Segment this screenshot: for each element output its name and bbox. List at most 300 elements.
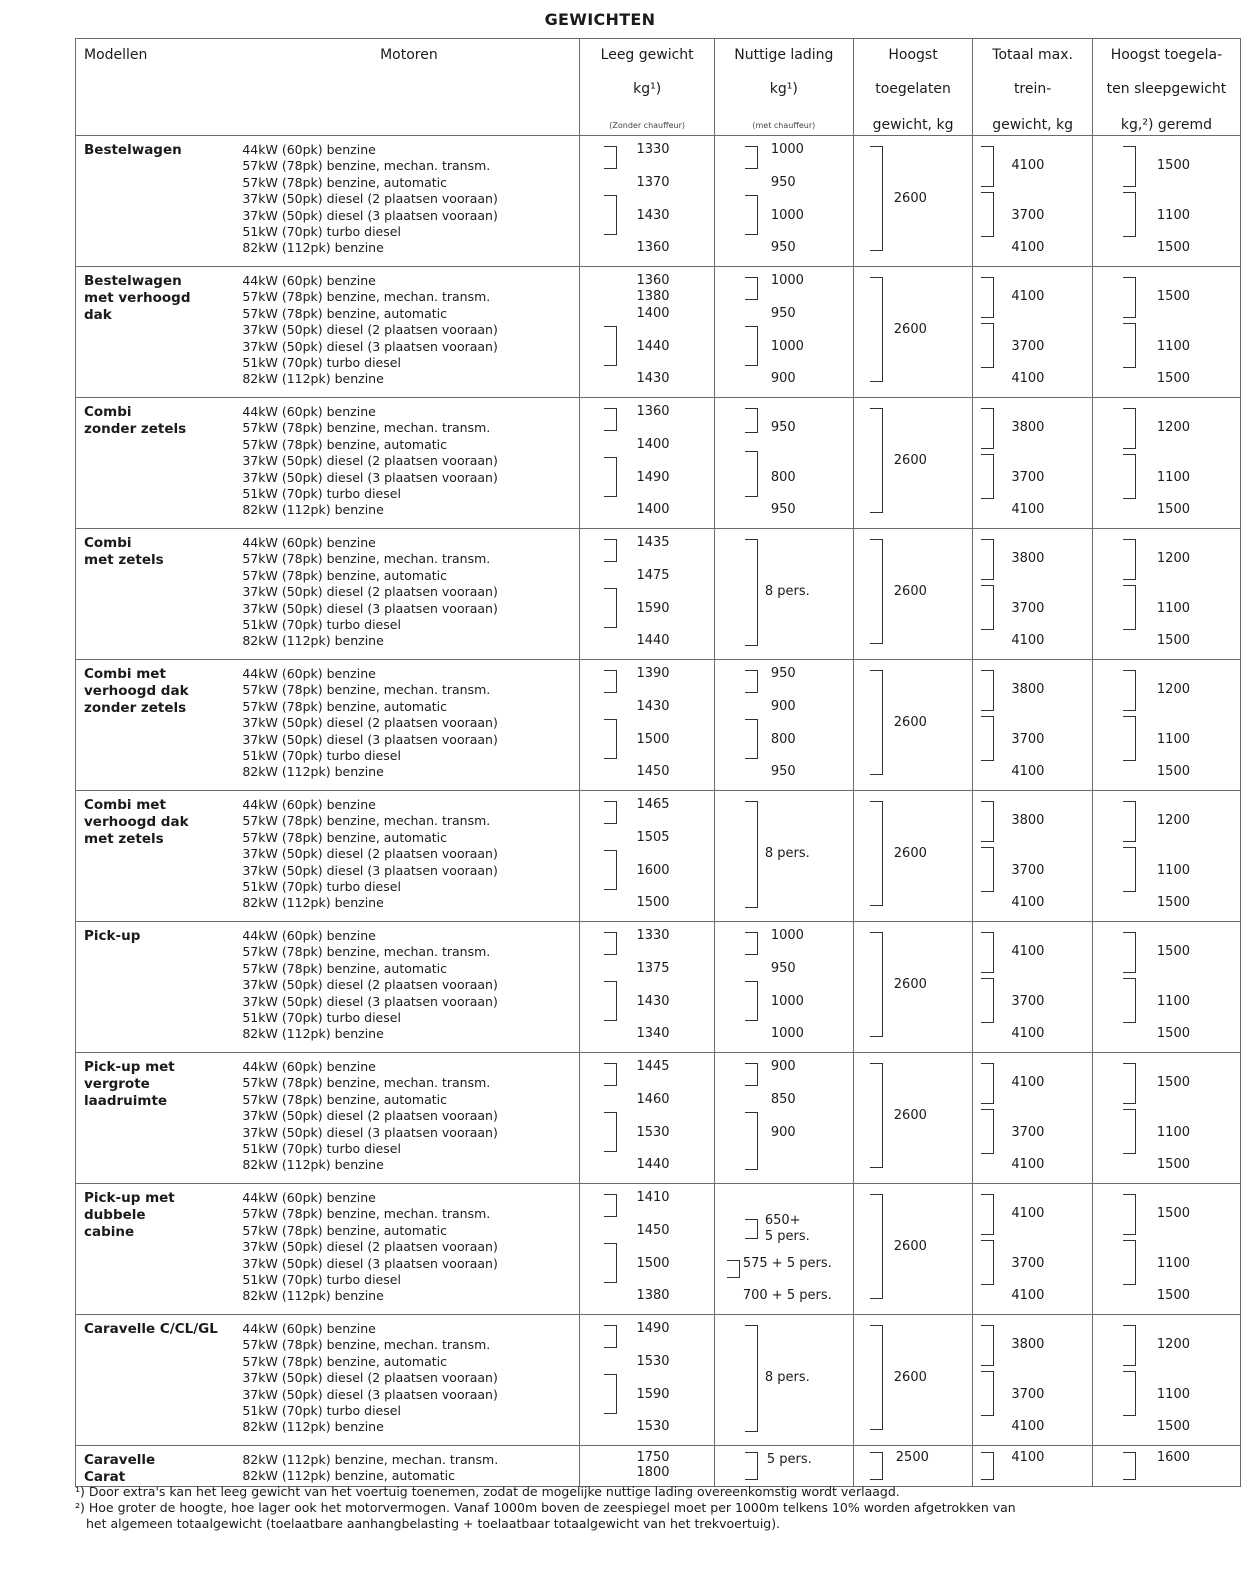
trein-value: 4100 (1011, 1157, 1045, 1173)
motor-list (238, 529, 580, 660)
treingewicht-cell (973, 1053, 1093, 1184)
leeg-value: 1370 (636, 174, 670, 190)
bracket (1123, 1325, 1136, 1366)
bracket (604, 326, 617, 366)
bracket (981, 1109, 994, 1154)
bracket (745, 670, 758, 693)
motor-line: 57kW (78pk) benzine, mechan. transm. (242, 944, 491, 960)
motor-line: 37kW (50pk) diesel (2 plaatsen vooraan) (242, 191, 498, 207)
hoogst-value: 2600 (893, 977, 927, 993)
motor-line: 37kW (50pk) diesel (2 plaatsen vooraan) (242, 1370, 498, 1386)
bracket (604, 670, 617, 693)
bracket (745, 1452, 758, 1480)
motor-line: 82kW (112pk) benzine (242, 502, 384, 518)
nuttig-value: 800 (770, 469, 796, 485)
trein-value: 3700 (1011, 862, 1045, 878)
motor-line: 57kW (78pk) benzine, mechan. transm. (242, 551, 491, 567)
leeg-gewicht-cell (580, 267, 714, 398)
leeg-gewicht-cell (580, 398, 714, 529)
leeg-gewicht-cell (580, 136, 714, 267)
table-row (76, 398, 1241, 529)
footnote-2-continued: het algemeen totaalgewicht (toelaatbare aanhangbelasting + toelaatbaar totaalgewicht van het trekvoertuig). (86, 1516, 781, 1531)
trein-value: 4100 (1011, 240, 1045, 256)
leeg-value: 1430 (636, 371, 670, 387)
leeg-value: 1340 (636, 1026, 670, 1042)
bracket (870, 408, 883, 513)
leeg-gewicht-cell (580, 1184, 714, 1315)
header-hoogst-toegelaten: Hoogst toegelaten gewicht, kg (853, 39, 973, 136)
motor-line: 57kW (78pk) benzine, mechan. transm. (242, 289, 491, 305)
leeg-value: 1400 (636, 502, 670, 518)
motor-line: 37kW (50pk) diesel (3 plaatsen vooraan) (242, 338, 498, 354)
motor-line: 37kW (50pk) diesel (3 plaatsen vooraan) (242, 1255, 498, 1271)
leeg-value: 1380 (636, 289, 670, 305)
sleepgewicht-cell (1092, 791, 1240, 922)
bracket (981, 1371, 994, 1416)
motor-line: 82kW (112pk) benzine (242, 895, 384, 911)
hoogst-toegelaten-cell (853, 267, 973, 398)
leeg-value: 1390 (636, 666, 670, 681)
trein-value: 3700 (1011, 338, 1045, 354)
table-row (76, 1315, 1241, 1446)
bracket (604, 588, 617, 628)
table-row (76, 529, 1241, 660)
treingewicht-cell (973, 1446, 1093, 1487)
header-sleepgewicht: Hoogst toegela- ten sleepgewicht kg,²) geremd (1092, 39, 1240, 136)
nuttig-value: 8 pers. (764, 846, 810, 862)
trein-value: 3700 (1011, 1124, 1045, 1140)
bracket (981, 1063, 994, 1104)
bracket (745, 801, 758, 908)
hoogst-value: 2600 (893, 1239, 927, 1255)
motor-line: 82kW (112pk) benzine, automatic (242, 1468, 455, 1484)
motor-line: 82kW (112pk) benzine (242, 1026, 384, 1042)
leeg-value: 1505 (636, 829, 670, 845)
bracket (604, 932, 617, 955)
motor-line: 37kW (50pk) diesel (3 plaatsen vooraan) (242, 600, 498, 616)
leeg-value: 1435 (636, 535, 670, 550)
model-name: Combi met verhoogd dak met zetels (76, 791, 239, 922)
bracket (981, 1452, 994, 1480)
bracket (981, 1194, 994, 1235)
trein-value: 4100 (1011, 895, 1045, 911)
bracket (870, 539, 883, 644)
motor-line: 57kW (78pk) benzine, automatic (242, 1353, 447, 1369)
footnotes (75, 1484, 1235, 1532)
sleep-value: 1100 (1156, 993, 1190, 1009)
motor-line: 82kW (112pk) benzine (242, 1288, 384, 1304)
motor-list (238, 922, 580, 1053)
motor-line: 51kW (70pk) turbo diesel (242, 223, 401, 239)
nuttig-value: 650+ (764, 1212, 801, 1228)
sleep-value: 1100 (1156, 862, 1190, 878)
bracket (1123, 1109, 1136, 1154)
motor-line: 51kW (70pk) turbo diesel (242, 1140, 401, 1156)
bracket (981, 1325, 994, 1366)
bracket (604, 1243, 617, 1283)
bracket (981, 716, 994, 761)
leeg-value: 1375 (636, 960, 670, 976)
nuttige-lading-cell (714, 922, 853, 1053)
bracket (981, 801, 994, 842)
nuttige-lading-cell (714, 660, 853, 791)
trein-value: 3700 (1011, 731, 1045, 747)
bracket (745, 539, 758, 646)
nuttig-value: 950 (770, 666, 796, 681)
leeg-value: 1330 (636, 142, 670, 157)
nuttige-lading-cell (714, 1446, 853, 1487)
nuttig-value: 950 (770, 960, 796, 976)
leeg-value: 1430 (636, 993, 670, 1009)
header-row (76, 39, 1241, 136)
sleep-value: 1500 (1156, 1157, 1190, 1173)
trein-value: 4100 (1011, 944, 1045, 960)
bracket (1123, 1194, 1136, 1235)
trein-value: 3800 (1011, 551, 1045, 567)
sleep-value: 1100 (1156, 1255, 1190, 1271)
bracket (1123, 192, 1136, 237)
bracket (1123, 585, 1136, 630)
nuttig-value: 900 (770, 371, 796, 387)
sleep-value: 1500 (1156, 502, 1190, 518)
motor-line: 44kW (60pk) benzine (242, 666, 376, 681)
motor-line: 57kW (78pk) benzine, automatic (242, 960, 447, 976)
bracket (604, 850, 617, 890)
trein-value: 3800 (1011, 682, 1045, 698)
trein-value: 4100 (1011, 633, 1045, 649)
sleep-value: 1100 (1156, 338, 1190, 354)
nuttig-value: 5 pers. (764, 1229, 810, 1245)
sleep-value: 1500 (1156, 1419, 1190, 1435)
hoogst-toegelaten-cell (853, 136, 973, 267)
motor-line: 82kW (112pk) benzine (242, 1157, 384, 1173)
leeg-value: 1410 (636, 1190, 670, 1205)
motor-line: 51kW (70pk) turbo diesel (242, 878, 401, 894)
bracket (870, 670, 883, 775)
bracket (745, 719, 758, 759)
page-title: GEWICHTEN (544, 10, 656, 29)
sleep-value: 1500 (1156, 158, 1190, 174)
leeg-value: 1490 (636, 1321, 670, 1336)
bracket (981, 277, 994, 318)
bracket (981, 146, 994, 187)
nuttig-value: 950 (770, 174, 796, 190)
motor-line: 37kW (50pk) diesel (3 plaatsen vooraan) (242, 1124, 498, 1140)
motor-line: 57kW (78pk) benzine, mechan. transm. (242, 1206, 491, 1222)
hoogst-toegelaten-cell (853, 922, 973, 1053)
nuttig-value: 900 (770, 698, 796, 714)
table-row (76, 267, 1241, 398)
bracket (1123, 323, 1136, 368)
bracket (1123, 1452, 1136, 1480)
bracket (745, 981, 758, 1021)
bracket (870, 146, 883, 251)
nuttig-value: 1000 (770, 1026, 804, 1042)
trein-value: 4100 (1011, 1419, 1045, 1435)
trein-value: 4100 (1011, 764, 1045, 780)
leeg-gewicht-cell (580, 529, 714, 660)
bracket (604, 1325, 617, 1348)
bracket (745, 932, 758, 955)
hoogst-toegelaten-cell (853, 1446, 973, 1487)
motor-line: 44kW (60pk) benzine (242, 142, 376, 157)
treingewicht-cell (973, 529, 1093, 660)
bracket (1123, 277, 1136, 318)
leeg-value: 1500 (636, 1255, 670, 1271)
sleep-value: 1600 (1156, 1450, 1190, 1465)
sleep-value: 1500 (1156, 240, 1190, 256)
motor-list (238, 1184, 580, 1315)
sleep-value: 1500 (1156, 1206, 1190, 1222)
motor-line: 51kW (70pk) turbo diesel (242, 616, 401, 632)
motor-line: 57kW (78pk) benzine, automatic (242, 305, 447, 321)
model-name: Combi zonder zetels (76, 398, 239, 529)
bracket (870, 801, 883, 906)
nuttig-value: 1000 (770, 273, 804, 288)
leeg-value: 1440 (636, 1157, 670, 1173)
sleep-value: 1500 (1156, 895, 1190, 911)
leeg-value: 1440 (636, 338, 670, 354)
leeg-gewicht-cell (580, 660, 714, 791)
motor-line: 37kW (50pk) diesel (3 plaatsen vooraan) (242, 731, 498, 747)
sleep-value: 1100 (1156, 1124, 1190, 1140)
nuttig-value: 850 (770, 1091, 796, 1107)
table-row (76, 136, 1241, 267)
motor-line: 44kW (60pk) benzine (242, 404, 376, 419)
motor-line: 51kW (70pk) turbo diesel (242, 354, 401, 370)
leeg-value: 1590 (636, 1386, 670, 1402)
nuttige-lading-cell (714, 1184, 853, 1315)
bracket (1123, 146, 1136, 187)
sleepgewicht-cell (1092, 1053, 1240, 1184)
hoogst-value: 2500 (895, 1450, 929, 1465)
bracket (745, 277, 758, 300)
model-name: Pick-up met vergrote laadruimte (76, 1053, 239, 1184)
leeg-gewicht-cell (580, 791, 714, 922)
sleepgewicht-cell (1092, 398, 1240, 529)
leeg-value: 1490 (636, 469, 670, 485)
nuttig-value: 575 + 5 pers. (742, 1255, 832, 1271)
motor-line: 82kW (112pk) benzine, mechan. transm. (242, 1452, 499, 1467)
bracket (981, 932, 994, 973)
table-row (76, 1184, 1241, 1315)
bracket (870, 1194, 883, 1299)
sleepgewicht-cell (1092, 267, 1240, 398)
bracket (1123, 408, 1136, 449)
bracket (1123, 801, 1136, 842)
sleep-value: 1200 (1156, 682, 1190, 698)
motor-list (238, 660, 580, 791)
bracket (981, 408, 994, 449)
bracket (1123, 454, 1136, 499)
bracket (981, 585, 994, 630)
motor-line: 37kW (50pk) diesel (2 plaatsen vooraan) (242, 1239, 498, 1255)
nuttig-value: 950 (770, 240, 796, 256)
leeg-value: 1360 (636, 404, 670, 419)
sleepgewicht-cell (1092, 922, 1240, 1053)
leeg-value: 1450 (636, 764, 670, 780)
bracket (745, 451, 758, 497)
motor-line: 57kW (78pk) benzine, automatic (242, 436, 447, 452)
sleepgewicht-cell (1092, 1184, 1240, 1315)
trein-value: 3700 (1011, 1386, 1045, 1402)
bracket (604, 146, 617, 169)
motor-line: 37kW (50pk) diesel (2 plaatsen vooraan) (242, 977, 498, 993)
bracket (745, 195, 758, 235)
trein-value: 3700 (1011, 207, 1045, 223)
sleep-value: 1500 (1156, 371, 1190, 387)
leeg-value: 1800 (636, 1465, 670, 1480)
bracket (1123, 539, 1136, 580)
leeg-value: 1440 (636, 633, 670, 649)
bracket (1123, 1240, 1136, 1285)
sleep-value: 1500 (1156, 633, 1190, 649)
leeg-value: 1360 (636, 273, 670, 288)
hoogst-toegelaten-cell (853, 660, 973, 791)
trein-value: 4100 (1011, 1075, 1045, 1091)
leeg-value: 1430 (636, 698, 670, 714)
bracket (604, 408, 617, 431)
motor-line: 82kW (112pk) benzine (242, 240, 384, 256)
nuttige-lading-cell (714, 267, 853, 398)
motor-line: 57kW (78pk) benzine, automatic (242, 829, 447, 845)
treingewicht-cell (973, 136, 1093, 267)
bracket (604, 457, 617, 497)
bracket (981, 978, 994, 1023)
treingewicht-cell (973, 1184, 1093, 1315)
leeg-value: 1590 (636, 600, 670, 616)
model-name: Pick-up met dubbele cabine (76, 1184, 239, 1315)
trein-value: 3800 (1011, 420, 1045, 436)
model-name: Combi met verhoogd dak zonder zetels (76, 660, 239, 791)
sleep-value: 1100 (1156, 1386, 1190, 1402)
bracket (604, 1194, 617, 1217)
motor-line: 57kW (78pk) benzine, mechan. transm. (242, 1337, 491, 1353)
sleep-value: 1100 (1156, 207, 1190, 223)
sleep-value: 1100 (1156, 469, 1190, 485)
nuttig-value: 950 (770, 420, 796, 436)
nuttig-value: 5 pers. (766, 1452, 812, 1467)
leeg-value: 1360 (636, 240, 670, 256)
trein-value: 3700 (1011, 469, 1045, 485)
sleep-value: 1500 (1156, 764, 1190, 780)
trein-value: 3800 (1011, 813, 1045, 829)
bracket (981, 192, 994, 237)
motor-line: 57kW (78pk) benzine, mechan. transm. (242, 682, 491, 698)
trein-value: 3700 (1011, 600, 1045, 616)
motor-line: 57kW (78pk) benzine, automatic (242, 1222, 447, 1238)
sleep-value: 1100 (1156, 600, 1190, 616)
bracket (1123, 1371, 1136, 1416)
nuttig-value: 900 (770, 1124, 796, 1140)
model-name: Pick-up (76, 922, 239, 1053)
leeg-gewicht-cell (580, 1315, 714, 1446)
leeg-value: 1530 (636, 1124, 670, 1140)
model-name: Caravelle Carat (76, 1446, 239, 1487)
motor-list (238, 398, 580, 529)
bracket (870, 1063, 883, 1168)
leeg-value: 1460 (636, 1091, 670, 1107)
motor-line: 37kW (50pk) diesel (3 plaatsen vooraan) (242, 207, 498, 223)
motor-line: 37kW (50pk) diesel (2 plaatsen vooraan) (242, 322, 498, 338)
sleepgewicht-cell (1092, 136, 1240, 267)
nuttig-value: 8 pers. (764, 1370, 810, 1386)
header-leeg-gewicht: Leeg gewicht kg¹) (Zonder chauffeur) (580, 39, 714, 136)
trein-value: 4100 (1011, 502, 1045, 518)
sleep-value: 1500 (1156, 944, 1190, 960)
leeg-value: 1750 (636, 1450, 670, 1465)
table-row (76, 922, 1241, 1053)
sleep-value: 1100 (1156, 731, 1190, 747)
motor-line: 37kW (50pk) diesel (3 plaatsen vooraan) (242, 1386, 498, 1402)
treingewicht-cell (973, 267, 1093, 398)
bracket (604, 195, 617, 235)
nuttige-lading-cell (714, 1315, 853, 1446)
motor-line: 51kW (70pk) turbo diesel (242, 485, 401, 501)
hoogst-toegelaten-cell (853, 1053, 973, 1184)
motor-line: 57kW (78pk) benzine, automatic (242, 698, 447, 714)
motor-line: 37kW (50pk) diesel (2 plaatsen vooraan) (242, 453, 498, 469)
motor-list (238, 136, 580, 267)
leeg-value: 1380 (636, 1288, 670, 1304)
motor-list (238, 791, 580, 922)
leeg-value: 1400 (636, 436, 670, 452)
leeg-value: 1450 (636, 1222, 670, 1238)
bracket (1123, 932, 1136, 973)
motor-line: 37kW (50pk) diesel (2 plaatsen vooraan) (242, 584, 498, 600)
bracket (1123, 670, 1136, 711)
hoogst-value: 2600 (893, 322, 927, 338)
bracket (981, 323, 994, 368)
hoogst-value: 2600 (893, 1370, 927, 1386)
motor-line: 37kW (50pk) diesel (3 plaatsen vooraan) (242, 862, 498, 878)
motor-line: 57kW (78pk) benzine, automatic (242, 567, 447, 583)
bracket (604, 981, 617, 1021)
motor-line: 57kW (78pk) benzine, automatic (242, 1091, 447, 1107)
bracket (745, 1325, 758, 1432)
trein-value: 4100 (1011, 1206, 1045, 1222)
model-name: Bestelwagen (76, 136, 239, 267)
sleep-value: 1500 (1156, 1026, 1190, 1042)
table-row (76, 1053, 1241, 1184)
bracket (981, 1240, 994, 1285)
header-totaal-treingewicht: Totaal max. trein- gewicht, kg (973, 39, 1093, 136)
motor-line: 37kW (50pk) diesel (3 plaatsen vooraan) (242, 993, 498, 1009)
treingewicht-cell (973, 1315, 1093, 1446)
leeg-value: 1400 (636, 305, 670, 321)
nuttig-value: 950 (770, 305, 796, 321)
bracket (1123, 847, 1136, 892)
hoogst-value: 2600 (893, 715, 927, 731)
nuttige-lading-cell (714, 529, 853, 660)
trein-value: 4100 (1011, 1288, 1045, 1304)
treingewicht-cell (973, 922, 1093, 1053)
motor-line: 37kW (50pk) diesel (2 plaatsen vooraan) (242, 715, 498, 731)
motor-line: 44kW (60pk) benzine (242, 535, 376, 550)
trein-value: 4100 (1011, 158, 1045, 174)
bracket (745, 1219, 758, 1239)
header-motoren: Motoren (238, 39, 580, 136)
sleep-value: 1500 (1156, 1288, 1190, 1304)
leeg-value: 1600 (636, 862, 670, 878)
bracket (1123, 978, 1136, 1023)
motor-line: 37kW (50pk) diesel (2 plaatsen vooraan) (242, 846, 498, 862)
motor-line: 44kW (60pk) benzine (242, 1321, 376, 1336)
motor-line: 37kW (50pk) diesel (2 plaatsen vooraan) (242, 1108, 498, 1124)
bracket (870, 277, 883, 382)
table-row-carat (76, 1446, 1241, 1487)
hoogst-value: 2600 (893, 453, 927, 469)
